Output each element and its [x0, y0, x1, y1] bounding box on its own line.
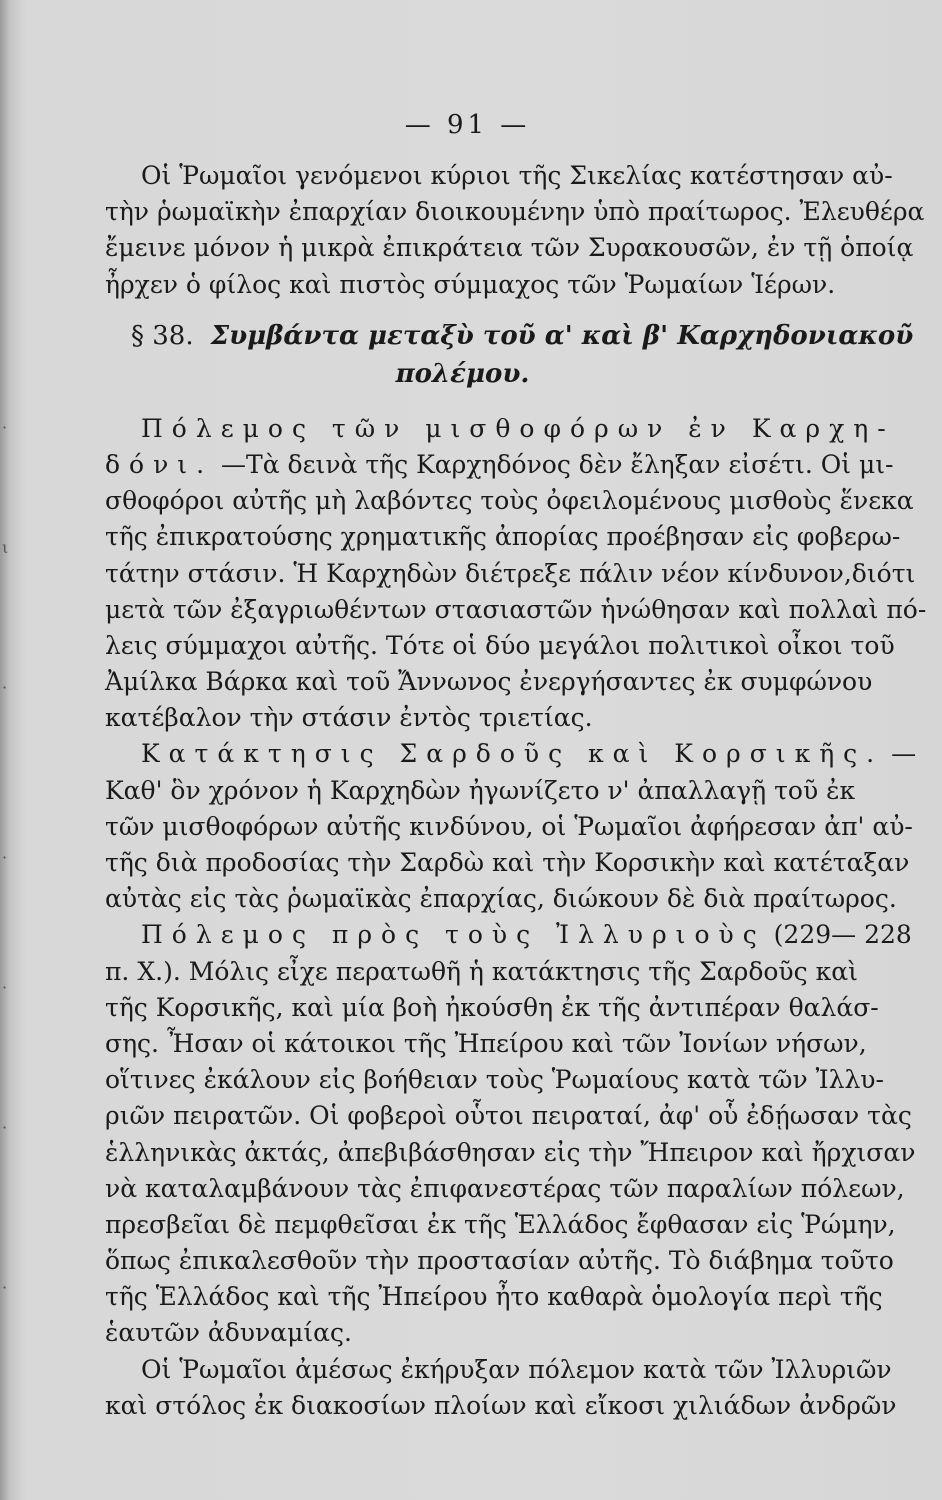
text-line: τῆς διὰ προδοσίας τὴν Σαρδὼ καὶ τὴν Κορσικὴν καὶ κατέταξαν: [105, 848, 910, 877]
spaced-subheading: δόνι.: [105, 449, 214, 479]
text-line: τῶν μισθοφόρων αὐτῆς κινδύνου, οἱ Ῥωμαῖοι ἀφήρεσαν ἀπ' αὐ-: [105, 811, 913, 841]
text-line: Ἀμίλκα Βάρκα καὶ τοῦ Ἄννωνος ἐνεργήσαντες ἐκ συμφώνου: [105, 667, 873, 697]
text-line: ἑαυτῶν ἀδυναμίας.: [105, 1318, 352, 1348]
text-line: τῆς Κορσικῆς, καὶ μία βοὴ ἠκούσθη ἐκ τῆς ἀντιπέραν θαλάσ-: [105, 992, 879, 1022]
text-line: τάτην στάσιν. Ἡ Καρχηδὼν διέτρεξε πάλιν νέον κίνδυνον,διότι: [105, 558, 916, 588]
text-line: ὅπως ἐπικαλεσθοῦν τὴν προστασίαν αὐτῆς. Τὸ διάβημα τοῦτο: [105, 1246, 894, 1276]
section-number: § 38.: [131, 320, 194, 351]
section-heading: [105, 317, 914, 393]
text-line: π. Χ.). Μόλις εἶχε περατωθῆ ἡ κατάκτησις τῆς Σαρδοῦς καὶ: [105, 956, 858, 986]
text-line: ἦρχεν ὁ φίλος καὶ πιστὸς σύμμαχος τῶν Ῥωμαίων Ἱέρων.: [105, 269, 836, 299]
text-line: σης. Ἦσαν οἱ κάτοικοι τῆς Ἠπείρου καὶ τῶν Ἰονίων νήσων,: [105, 1028, 867, 1058]
spaced-subheading: Πόλεμος πρὸς τοὺς Ἰλλυριοὺς: [141, 920, 766, 950]
page-number: — 91 —: [404, 110, 531, 140]
text-line: [105, 917, 912, 953]
heading-dates: (229— 228: [773, 920, 912, 950]
binding-edge-marks: · ι · · · · ·: [2, 418, 9, 1297]
text-line: τῆς ἐπικρατούσης χρηματικῆς ἀπορίας προέβησαν εἰς φοβερω-: [105, 522, 901, 552]
spaced-subheading: Πόλεμος τῶν μισθοφόρων ἐν Καρχη-: [141, 413, 895, 443]
text-line: λεις σύμμαχοι αὐτῆς. Τότε οἱ δύο μεγάλοι πολιτικοὶ οἶκοι τοῦ: [105, 630, 895, 660]
page-content: [105, 100, 927, 1424]
text-line: ἑλληνικὰς ἀκτάς, ἀπεβιβάσθησαν εἰς τὴν Ἤπειρον καὶ ἤρχισαν: [105, 1137, 916, 1167]
text-line: τῆς Ἑλλάδος καὶ τῆς Ἠπείρου ἦτο καθαρὰ ὁμολογία περὶ τῆς: [105, 1282, 883, 1312]
text-line: [105, 447, 894, 483]
text-line: Οἱ Ῥωμαῖοι γενόμενοι κύριοι τῆς Σικελίας κατέστησαν αὐ-: [141, 161, 893, 190]
section-title-line-2: πολέμου.: [395, 358, 530, 389]
spaced-subheading: Κατάκτησις Σαρδοῦς καὶ Κορσικῆς.: [141, 739, 884, 769]
text-line: πρεσβεῖαι δὲ πεμφθεῖσαι ἐκ τῆς Ἑλλάδος ἔφθασαν εἰς Ῥώμην,: [105, 1209, 896, 1239]
paragraph-2: [105, 411, 927, 737]
heading-dash: —: [891, 739, 917, 769]
text-line: τὴν ῥωμαϊκὴν ἐπαρχίαν διοικουμένην ὑπὸ πραίτωρος. Ἐλευθέρα: [105, 197, 925, 227]
text-line: Οἱ Ῥωμαῖοι ἀμέσως ἐκήρυξαν πόλεμον κατὰ τῶν Ἰλλυριῶν: [141, 1354, 892, 1384]
text-line: αὐτὰς εἰς τὰς ῥωμαϊκὰς ἐπαρχίας, διώκουν δὲ διὰ πραίτωρος.: [105, 884, 897, 914]
section-title-line-1: Συμβάντα μεταξὺ τοῦ α' καὶ β' Καρχηδονιακοῦ: [210, 320, 914, 351]
text-line: ἔμεινε μόνον ἡ μικρὰ ἐπικράτεια τῶν Συρακουσῶν, ἐν τῇ ὁποίᾳ: [105, 233, 914, 263]
text-line: [105, 736, 917, 772]
paragraph-5: [105, 1352, 897, 1424]
text-line: νὰ καταλαμβάνουν τὰς ἐπιφανεστέρας τῶν παραλίων πόλεων,: [105, 1173, 905, 1203]
text-line: Καθ' ὃν χρόνον ἡ Καρχηδὼν ἠγωνίζετο ν' ἀπαλλαγῇ τοῦ ἐκ: [105, 775, 856, 805]
text-line: καὶ στόλος ἐκ διακοσίων πλοίων καὶ εἴκοσι χιλιάδων ἀνδρῶν: [105, 1390, 897, 1420]
text-line: ριῶν πειρατῶν. Οἱ φοβεροὶ οὗτοι πειραταί, ἀφ' οὗ ἐδῄωσαν τὰς: [105, 1101, 912, 1131]
text-run: —Τὰ δεινὰ τῆς Καρχηδόνος δὲν ἔληξαν εἰσέτι. Οἱ μι-: [221, 449, 894, 479]
text-line: σθοφόροι αὐτῆς μὴ λαβόντες τοὺς ὀφειλομένους μισθοὺς ἕνεκα: [105, 486, 914, 516]
text-line: οἵτινες ἐκάλουν εἰς βοήθειαν τοὺς Ῥωμαίους κατὰ τῶν Ἰλλυ-: [105, 1065, 884, 1095]
paragraph-3: [105, 736, 917, 917]
text-line: κατέβαλον τὴν στάσιν ἐντὸς τριετίας.: [105, 703, 593, 733]
paragraph-1: [105, 158, 925, 303]
paragraph-4: [105, 917, 916, 1351]
text-line: μετὰ τῶν ἐξαγριωθέντων στασιαστῶν ἡνώθησαν καὶ πολλαὶ πό-: [105, 594, 927, 624]
